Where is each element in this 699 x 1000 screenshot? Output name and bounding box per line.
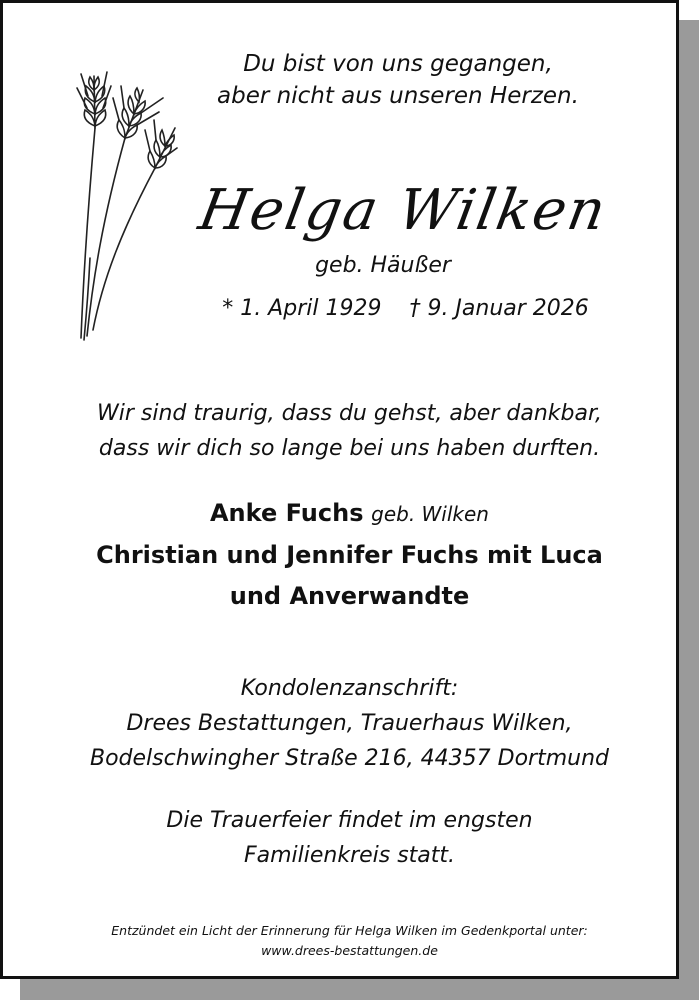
mourner-name: Anke Fuchs: [209, 499, 364, 527]
service-line: Familienkreis statt.: [243, 843, 456, 868]
mourner-relatives: und Anverwandte: [229, 582, 470, 610]
birth-name: geb. Häußer: [315, 253, 451, 278]
mourner-line: [43, 576, 656, 617]
address-heading: Kondolenzanschrift:: [240, 676, 459, 701]
memorial-portal-footer: [43, 921, 656, 961]
verse-line: Wir sind traurig, dass du gehst, aber dankbar,: [97, 401, 602, 426]
condolence-address: [43, 671, 656, 776]
motto-line: Du bist von uns gegangen,: [243, 51, 553, 77]
address-line: Bodelschwingher Straße 216, 44357 Dortmund: [89, 746, 609, 771]
mourner-names: Christian und Jennifer Fuchs mit Luca: [96, 541, 603, 569]
motto-line: aber nicht aus unseren Herzen.: [217, 83, 579, 109]
wheat-ears-icon: [63, 68, 178, 343]
service-line: Die Trauerfeier findet im engsten: [166, 808, 533, 833]
mourner-line: [43, 493, 656, 535]
memorial-verse: [43, 396, 656, 466]
footer-text: Entzündet ein Licht der Erinnerung für Helga Wilken im Gedenkportal unter:: [111, 923, 588, 938]
mourner-birth-name: geb. Wilken: [371, 502, 489, 526]
portal-link[interactable]: www.drees-bestattungen.de: [261, 943, 438, 958]
mourner-line: [43, 535, 656, 576]
life-dates: [208, 293, 603, 325]
deceased-name: Helga Wilken: [194, 178, 613, 243]
memorial-motto: [208, 48, 588, 112]
mourners-list: [43, 493, 656, 617]
death-date: † 9. Januar 2026: [409, 296, 589, 321]
funeral-service-note: [43, 803, 656, 873]
birth-date: * 1. April 1929: [222, 296, 382, 321]
verse-line: dass wir dich so lange bei uns haben durften.: [98, 436, 601, 461]
address-line: Drees Bestattungen, Trauerhaus Wilken,: [126, 711, 573, 736]
